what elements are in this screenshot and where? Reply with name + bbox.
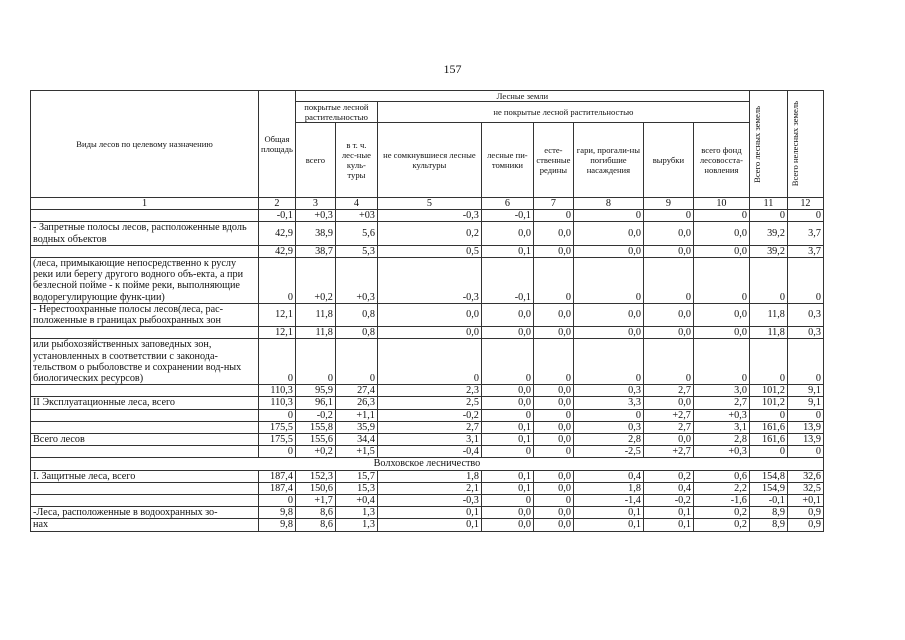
table-cell: 0: [643, 210, 693, 222]
table-cell: 27,4: [335, 385, 377, 397]
column-number: 4: [335, 198, 377, 210]
row-label: [31, 385, 259, 397]
row-label: [31, 245, 259, 257]
table-cell: 0,0: [533, 303, 573, 326]
table-cell: 0: [295, 339, 335, 385]
table-cell: 152,3: [295, 470, 335, 482]
table-cell: 2,7: [643, 385, 693, 397]
table-cell: 0,0: [533, 421, 573, 433]
table-cell: 32,6: [787, 470, 823, 482]
table-cell: -0,4: [377, 446, 481, 458]
table-cell: 0,0: [573, 222, 643, 245]
table-cell: 0,1: [481, 434, 533, 446]
table-cell: 2,8: [573, 434, 643, 446]
table-cell: 0,0: [533, 397, 573, 409]
table-cell: 0: [573, 409, 643, 421]
table-cell: 110,3: [259, 397, 296, 409]
table-cell: +03: [335, 210, 377, 222]
table-cell: 0,0: [481, 519, 533, 531]
table-cell: 161,6: [749, 434, 787, 446]
header-cuttings: вырубки: [643, 123, 693, 198]
row-label: [31, 446, 259, 458]
table-cell: 0,0: [573, 245, 643, 257]
table-cell: 0,0: [643, 303, 693, 326]
table-cell: 0,0: [481, 397, 533, 409]
table-cell: 0,0: [573, 327, 643, 339]
table-cell: 0: [533, 446, 573, 458]
row-label: или рыбохозяйственных заповедных зон, установленных в соответствии с законода-тельством о рыболовстве и сохранении вод-ных биологических ресурсов): [31, 339, 259, 385]
table-cell: -0,3: [377, 210, 481, 222]
header-all: всего: [295, 123, 335, 198]
table-cell: 0: [533, 258, 573, 304]
header-incl-cultures: в т. ч. лес-ные куль-туры: [335, 123, 377, 198]
table-cell: 0: [259, 495, 296, 507]
table-cell: 42,9: [259, 245, 296, 257]
table-cell: 0,9: [787, 519, 823, 531]
table-cell: 9,8: [259, 519, 296, 531]
table-cell: +1,5: [335, 446, 377, 458]
table-cell: 0: [749, 339, 787, 385]
table-cell: 11,8: [295, 327, 335, 339]
header-burnt: гари, прогали-ны погибшие насаждения: [573, 123, 643, 198]
table-cell: +1,7: [295, 495, 335, 507]
table-cell: 2,7: [643, 421, 693, 433]
table-cell: 0,0: [693, 327, 749, 339]
header-nurseries: лесные пи-томники: [481, 123, 533, 198]
row-label: II Эксплуатационные леса, всего: [31, 397, 259, 409]
table-row: [31, 470, 824, 482]
table-cell: 1,3: [335, 519, 377, 531]
table-cell: -0,1: [259, 210, 296, 222]
header-forest-type: Виды лесов по целевому назначению: [31, 91, 259, 198]
table-row: [31, 303, 824, 326]
column-number: 11: [749, 198, 787, 210]
table-cell: +2,7: [643, 409, 693, 421]
table-cell: 0,3: [573, 385, 643, 397]
table-cell: 0,1: [643, 507, 693, 519]
table-cell: 0,0: [643, 327, 693, 339]
table-cell: 0,5: [377, 245, 481, 257]
column-number: 7: [533, 198, 573, 210]
column-number: 12: [787, 198, 823, 210]
table-cell: 2,7: [693, 397, 749, 409]
table-cell: 0,4: [643, 482, 693, 494]
table-cell: 8,6: [295, 519, 335, 531]
table-row: [31, 222, 824, 245]
table-cell: 11,8: [749, 327, 787, 339]
table-cell: 11,8: [749, 303, 787, 326]
table-cell: 0,3: [787, 303, 823, 326]
row-label: I. Защитные леса, всего: [31, 470, 259, 482]
column-number: 9: [643, 198, 693, 210]
table-cell: 154,9: [749, 482, 787, 494]
table-cell: 0: [787, 409, 823, 421]
table-cell: 39,2: [749, 245, 787, 257]
table-cell: 39,2: [749, 222, 787, 245]
header-total-nonforest-lands: Всего нелесных земель: [789, 101, 800, 187]
table-cell: 0: [693, 339, 749, 385]
table-row: [31, 397, 824, 409]
table-cell: 0,1: [377, 507, 481, 519]
table-cell: 11,8: [295, 303, 335, 326]
header-total-forest-lands: Всего лесных земель: [751, 105, 762, 183]
table-cell: +2,7: [643, 446, 693, 458]
table-cell: -1,4: [573, 495, 643, 507]
table-cell: -0,2: [377, 409, 481, 421]
table-cell: -0,3: [377, 495, 481, 507]
header-total-nonforest-lands-cell: [787, 91, 823, 198]
table-cell: 0,0: [693, 245, 749, 257]
table-cell: 96,1: [295, 397, 335, 409]
table-cell: +0,3: [693, 446, 749, 458]
table-cell: 0: [573, 339, 643, 385]
table-cell: 2,5: [377, 397, 481, 409]
table-cell: 187,4: [259, 482, 296, 494]
table-cell: 0,8: [335, 303, 377, 326]
table-cell: 8,9: [749, 507, 787, 519]
table-row: [31, 385, 824, 397]
table-cell: 12,1: [259, 303, 296, 326]
table-cell: 0,1: [643, 519, 693, 531]
table-cell: 0,0: [643, 245, 693, 257]
table-cell: 0: [749, 409, 787, 421]
table-cell: 0: [787, 258, 823, 304]
header-restoration-fund: всего фонд лесовосста-новления: [693, 123, 749, 198]
table-cell: 42,9: [259, 222, 296, 245]
table-cell: 32,5: [787, 482, 823, 494]
table-cell: 1,8: [377, 470, 481, 482]
header-forest-lands: Лесные земли: [295, 91, 749, 102]
table-cell: 0: [481, 409, 533, 421]
table-cell: 0,0: [377, 327, 481, 339]
table-cell: 5,6: [335, 222, 377, 245]
table-cell: -0,2: [643, 495, 693, 507]
table-cell: 0,9: [787, 507, 823, 519]
table-row: [31, 327, 824, 339]
table-cell: 38,9: [295, 222, 335, 245]
table-cell: +0,3: [693, 409, 749, 421]
table-cell: 0,3: [573, 421, 643, 433]
table-cell: 0: [787, 210, 823, 222]
table-cell: 0: [259, 339, 296, 385]
header-total-area: Общая площадь: [259, 91, 296, 198]
table-cell: 9,8: [259, 507, 296, 519]
table-cell: 0,0: [533, 482, 573, 494]
table-cell: 0,1: [481, 470, 533, 482]
table-cell: 0,1: [481, 245, 533, 257]
table-cell: -0,1: [481, 210, 533, 222]
table-cell: 0,0: [643, 222, 693, 245]
row-label: -Леса, расположенные в водоохранных зо-: [31, 507, 259, 519]
table-cell: 26,3: [335, 397, 377, 409]
page-number: 157: [443, 62, 462, 76]
table-cell: 0,0: [643, 434, 693, 446]
table-cell: 0,0: [693, 303, 749, 326]
table-cell: 0,0: [533, 222, 573, 245]
table-cell: 8,6: [295, 507, 335, 519]
row-label: [31, 482, 259, 494]
header-not-covered: не покрытые лесной растительностью: [377, 102, 749, 123]
forest-area-table: [30, 90, 824, 532]
table-cell: 0,2: [693, 507, 749, 519]
table-cell: 8,9: [749, 519, 787, 531]
table-cell: +0,3: [295, 210, 335, 222]
table-cell: 15,7: [335, 470, 377, 482]
table-cell: 3,3: [573, 397, 643, 409]
header-covered: покрытые лесной растительностью: [295, 102, 377, 123]
table-cell: 0: [693, 258, 749, 304]
table-cell: 15,3: [335, 482, 377, 494]
table-cell: 0,8: [335, 327, 377, 339]
table-cell: 2,7: [377, 421, 481, 433]
table-cell: -0,1: [481, 258, 533, 304]
table-cell: 110,3: [259, 385, 296, 397]
table-row: [31, 446, 824, 458]
table-cell: +0,2: [295, 258, 335, 304]
table-cell: 0: [573, 258, 643, 304]
table-cell: 0,1: [377, 519, 481, 531]
table-cell: 12,1: [259, 327, 296, 339]
table-cell: 0: [693, 210, 749, 222]
table-cell: 0,0: [533, 327, 573, 339]
table-cell: 0,2: [693, 519, 749, 531]
table-cell: 0: [573, 210, 643, 222]
section-title: Волховское лесничество: [31, 458, 824, 470]
table-cell: 0,6: [693, 470, 749, 482]
table-cell: 0,0: [481, 507, 533, 519]
table-cell: 34,4: [335, 434, 377, 446]
table-cell: 0,3: [787, 327, 823, 339]
table-cell: 0: [749, 210, 787, 222]
row-label: - Нерестоохранные полосы лесов(леса, рас-положенные в границах рыбоохранных зон: [31, 303, 259, 326]
table-cell: -2,5: [573, 446, 643, 458]
table-cell: 0: [533, 210, 573, 222]
row-label: Всего лесов: [31, 434, 259, 446]
table-cell: 161,6: [749, 421, 787, 433]
table-cell: 0: [787, 446, 823, 458]
table-cell: -0,2: [295, 409, 335, 421]
table-cell: 0,4: [573, 470, 643, 482]
table-cell: 3,0: [693, 385, 749, 397]
row-label: [31, 495, 259, 507]
table-cell: 38,7: [295, 245, 335, 257]
table-cell: 0: [335, 339, 377, 385]
table-cell: 0,0: [533, 519, 573, 531]
column-number: 8: [573, 198, 643, 210]
table-row: [31, 339, 824, 385]
table-cell: -0,3: [377, 258, 481, 304]
table-row: [31, 507, 824, 519]
table-cell: 0: [787, 339, 823, 385]
table-cell: 3,7: [787, 222, 823, 245]
table-cell: 101,2: [749, 397, 787, 409]
header-natural-sparse: есте-ственные редины: [533, 123, 573, 198]
table-cell: 0,0: [533, 385, 573, 397]
table-cell: 155,6: [295, 434, 335, 446]
table-cell: 3,1: [377, 434, 481, 446]
table-cell: +0,3: [335, 258, 377, 304]
table-cell: 9,1: [787, 397, 823, 409]
table-cell: 0: [259, 409, 296, 421]
table-cell: 0,0: [643, 397, 693, 409]
table-cell: +0,4: [335, 495, 377, 507]
table-row: [31, 421, 824, 433]
table-row: [31, 434, 824, 446]
column-number: 2: [259, 198, 296, 210]
column-number: 1: [31, 198, 259, 210]
table-cell: +1,1: [335, 409, 377, 421]
table-cell: 2,2: [693, 482, 749, 494]
table-cell: 0: [259, 258, 296, 304]
table-row: [31, 245, 824, 257]
table-cell: 0: [533, 339, 573, 385]
table-cell: 0,0: [481, 222, 533, 245]
table-cell: 35,9: [335, 421, 377, 433]
column-number-row: [31, 198, 824, 210]
table-cell: 0: [481, 495, 533, 507]
table-cell: 0: [749, 446, 787, 458]
table-row: [31, 409, 824, 421]
table-cell: 0,1: [481, 482, 533, 494]
table-cell: -0,1: [749, 495, 787, 507]
table-cell: 2,1: [377, 482, 481, 494]
table-cell: -1,6: [693, 495, 749, 507]
table-cell: 155,8: [295, 421, 335, 433]
row-label: [31, 409, 259, 421]
table-cell: 0,0: [693, 222, 749, 245]
table-row: [31, 210, 824, 222]
table-cell: 154,8: [749, 470, 787, 482]
table-row: [31, 519, 824, 531]
table-cell: 0: [377, 339, 481, 385]
table-row: [31, 495, 824, 507]
row-label: нах: [31, 519, 259, 531]
row-label: [31, 210, 259, 222]
header-non-closed: не сомкнувшиеся лесные культуры: [377, 123, 481, 198]
table-cell: 0: [643, 258, 693, 304]
table-cell: 0,1: [573, 507, 643, 519]
row-label: [31, 327, 259, 339]
table-cell: 0,0: [481, 327, 533, 339]
table-cell: 0,0: [533, 245, 573, 257]
table-cell: 1,8: [573, 482, 643, 494]
table-cell: 2,3: [377, 385, 481, 397]
table-cell: 3,1: [693, 421, 749, 433]
row-label: - Запретные полосы лесов, расположенные вдоль водных объектов: [31, 222, 259, 245]
table-cell: 150,6: [295, 482, 335, 494]
table-cell: 0,0: [533, 470, 573, 482]
table-cell: 0,2: [377, 222, 481, 245]
table-cell: 0: [481, 446, 533, 458]
table-cell: 0: [533, 495, 573, 507]
table-cell: +0,1: [787, 495, 823, 507]
column-number: 5: [377, 198, 481, 210]
table-cell: 2,8: [693, 434, 749, 446]
table-cell: 175,5: [259, 421, 296, 433]
table-cell: 0: [481, 339, 533, 385]
table-cell: 101,2: [749, 385, 787, 397]
table-cell: 5,3: [335, 245, 377, 257]
table-cell: 0,0: [481, 303, 533, 326]
table-cell: 95,9: [295, 385, 335, 397]
table-cell: 0,0: [533, 507, 573, 519]
table-cell: 9,1: [787, 385, 823, 397]
table-cell: 0,2: [643, 470, 693, 482]
table-cell: 13,9: [787, 434, 823, 446]
table-cell: 13,9: [787, 421, 823, 433]
column-number: 6: [481, 198, 533, 210]
table-cell: 0: [749, 258, 787, 304]
section-row: [31, 458, 824, 470]
table-cell: 0: [259, 446, 296, 458]
table-cell: 0: [533, 409, 573, 421]
table-cell: 0,1: [481, 421, 533, 433]
column-number: 10: [693, 198, 749, 210]
table-row: [31, 258, 824, 304]
table-cell: 187,4: [259, 470, 296, 482]
row-label: (леса, примыкающие непосредственно к руслу реки или берегу другого водного объ-екта, а при безлесной пойме - к пойме реки, выполняющие водорегулирующие функ-ции): [31, 258, 259, 304]
row-label: [31, 421, 259, 433]
table-row: [31, 482, 824, 494]
table-cell: 0,0: [533, 434, 573, 446]
table-cell: 0,0: [573, 303, 643, 326]
table-cell: 3,7: [787, 245, 823, 257]
table-cell: 0,1: [573, 519, 643, 531]
table-cell: 0,0: [481, 385, 533, 397]
table-cell: 0: [643, 339, 693, 385]
table-cell: +0,2: [295, 446, 335, 458]
table-cell: 0,0: [377, 303, 481, 326]
header-total-forest-lands-cell: [749, 91, 787, 198]
column-number: 3: [295, 198, 335, 210]
table-cell: 1,3: [335, 507, 377, 519]
table-cell: 175,5: [259, 434, 296, 446]
